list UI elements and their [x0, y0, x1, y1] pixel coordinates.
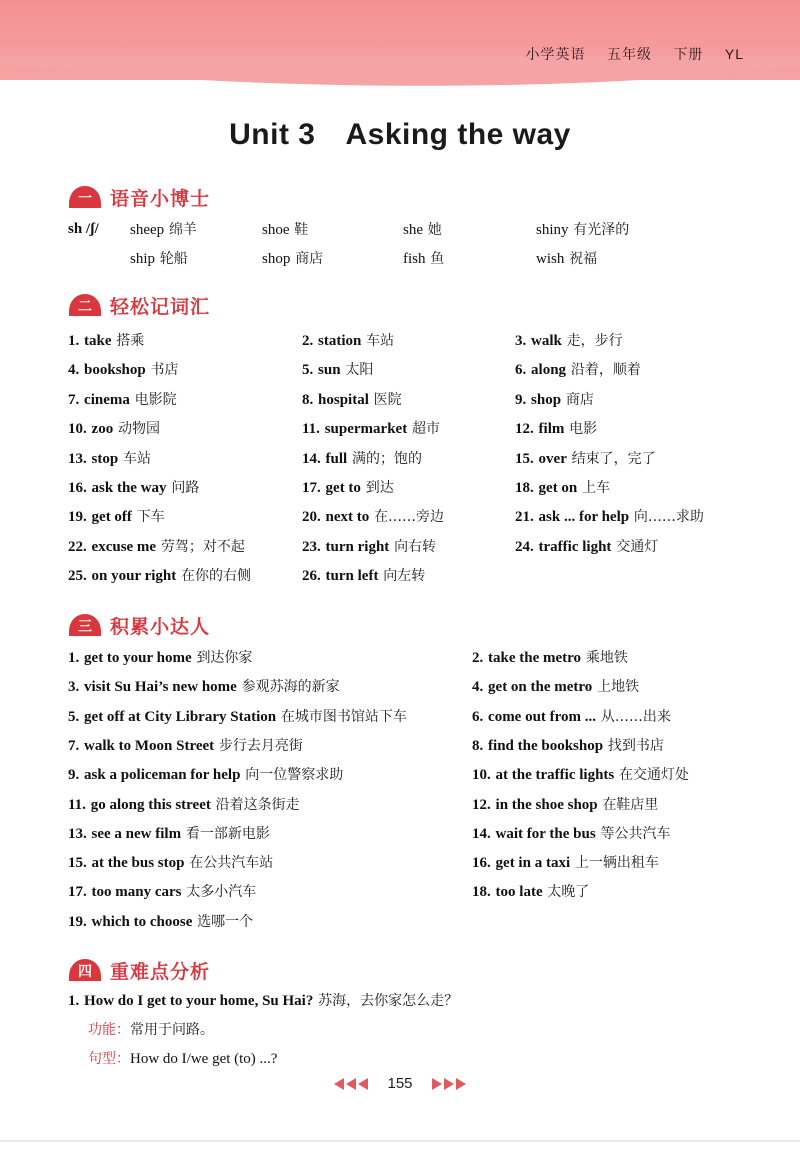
vocab-item: 3. walk 走，步行: [515, 333, 623, 349]
section-title: 轻松记词汇: [110, 295, 211, 318]
vocab-item: 26. turn left 向左转: [302, 568, 426, 585]
vocab-item: 16. ask the way 问路: [68, 480, 200, 496]
bottom-rule: [0, 1140, 800, 1142]
header-edition: YL: [724, 46, 744, 62]
vocab-item: 18. get on 上车: [515, 480, 611, 496]
phrase-item: 11. go along this street 沿着这条街走: [68, 796, 300, 813]
phonics-word: shop 商店: [262, 251, 324, 267]
phrase-item: 19. which to choose 选哪一个: [68, 913, 254, 930]
vocab-item: 6. along 沿着，顺着: [515, 362, 641, 379]
phrase-item: 9. ask a policeman for help 向一位警察求助: [68, 767, 344, 784]
phonics-word: sheep 绵羊: [130, 222, 197, 238]
phrase-item: 14. wait for the bus 等公共汽车: [472, 825, 671, 842]
section-2-header: [66, 290, 210, 320]
unit-topic: Asking the way: [345, 118, 571, 151]
unit-number: Unit 3: [229, 118, 316, 151]
vocab-item: 2. station 车站: [302, 333, 395, 349]
triangle-left-icon: [358, 1078, 368, 1090]
phonics-word: she 她: [403, 222, 442, 238]
vocab-item: 13. stop 车站: [68, 450, 151, 467]
vocab-item: 21. ask ... for help 向……求助: [515, 509, 704, 526]
phrase-item: 13. see a new film 看一部新电影: [68, 825, 270, 842]
triangle-right-icon: [444, 1078, 454, 1090]
phrase-item: 7. walk to Moon Street 步行去月亮街: [68, 737, 303, 754]
phrase-item: 12. in the shoe shop 在鞋店里: [472, 796, 659, 813]
analysis-pattern: 句型：How do I/we get (to) ...?: [88, 1051, 278, 1067]
phrase-item: 15. at the bus stop 在公共汽车站: [68, 855, 274, 872]
triangle-left-icon: [346, 1078, 356, 1090]
vocab-item: 24. traffic light 交通灯: [515, 538, 659, 555]
header-term: 下册: [673, 47, 704, 63]
phonics-word: shoe 鞋: [262, 222, 309, 238]
vocab-item: 4. bookshop 书店: [68, 362, 179, 379]
vocab-item: 12. film 电影: [515, 421, 598, 438]
vocab-item: 7. cinema 电影院: [68, 391, 177, 408]
header-subject: 小学英语: [525, 47, 586, 63]
phrase-item: 18. too late 太晚了: [472, 884, 590, 901]
triangle-right-icon: [456, 1078, 466, 1090]
page-footer: [0, 1074, 800, 1092]
phrase-item: 10. at the traffic lights 在交通灯处: [472, 767, 690, 784]
phonics-word: wish 祝福: [536, 251, 598, 267]
vocab-item: 20. next to 在……旁边: [302, 509, 445, 526]
vocab-item: 15. over 结束了，完了: [515, 450, 656, 467]
vocab-item: 9. shop 商店: [515, 391, 594, 408]
vocab-item: 17. get to 到达: [302, 480, 394, 496]
phrase-item: 1. get to your home 到达你家: [68, 650, 253, 666]
phonics-word: fish 鱼: [403, 251, 445, 267]
header-grade: 五年级: [606, 47, 652, 63]
header-info: [510, 44, 744, 64]
section-3-header: [66, 610, 210, 640]
vocab-item: 25. on your right 在你的右侧: [68, 568, 252, 585]
phonics-word: shiny 有光泽的: [536, 222, 630, 238]
section-title: 重难点分析: [110, 960, 211, 983]
section-badge-text: 三: [78, 619, 92, 635]
section-badge: [66, 292, 104, 318]
section-title: 语音小博士: [110, 187, 211, 210]
triangle-right-icon: [432, 1078, 442, 1090]
phonics-label: sh /ʃ/: [68, 221, 99, 237]
section-4-header: [66, 955, 210, 985]
phrase-item: 16. get in a taxi 上一辆出租车: [472, 855, 659, 872]
vocab-item: 19. get off 下车: [68, 509, 165, 526]
phonics-word: ship 轮船: [130, 251, 188, 267]
section-badge-text: 二: [78, 299, 92, 315]
vocab-item: 11. supermarket 超市: [302, 421, 440, 438]
phrase-item: 17. too many cars 太多小汽车: [68, 884, 257, 901]
analysis-function: 功能：常用于问路。: [88, 1022, 214, 1038]
phrase-item: 3. visit Su Hai’s new home 参观苏海的新家: [68, 679, 340, 696]
vocab-item: 22. excuse me 劳驾；对不起: [68, 538, 245, 555]
section-badge: [66, 612, 104, 638]
page-title: [0, 118, 800, 152]
phrase-item: 5. get off at City Library Station 在城市图书馆站下车: [68, 708, 407, 725]
phrase-item: 6. come out from ... 从……出来: [472, 708, 671, 725]
section-badge: [66, 957, 104, 983]
section-title: 积累小达人: [110, 615, 211, 638]
section-1-header: [66, 182, 210, 212]
phrase-item: 4. get on the metro 上地铁: [472, 679, 640, 696]
vocab-item: 1. take 搭乘: [68, 333, 145, 349]
phrase-item: 2. take the metro 乘地铁: [472, 650, 628, 666]
vocab-item: 23. turn right 向右转: [302, 538, 437, 555]
section-badge-text: 一: [78, 191, 92, 207]
triangle-left-icon: [334, 1078, 344, 1090]
vocab-item: 10. zoo 动物园: [68, 421, 160, 438]
vocab-item: 5. sun 太阳: [302, 362, 374, 379]
section-badge: [66, 184, 104, 210]
page-number: 155: [387, 1075, 413, 1092]
section-badge-text: 四: [78, 964, 92, 980]
vocab-item: 14. full 满的；饱的: [302, 450, 422, 467]
analysis-question: 1. How do I get to your home, Su Hai? 苏海，去你家怎么走？: [68, 993, 459, 1009]
vocab-item: 8. hospital 医院: [302, 391, 402, 408]
phrase-item: 8. find the bookshop 找到书店: [472, 737, 664, 754]
